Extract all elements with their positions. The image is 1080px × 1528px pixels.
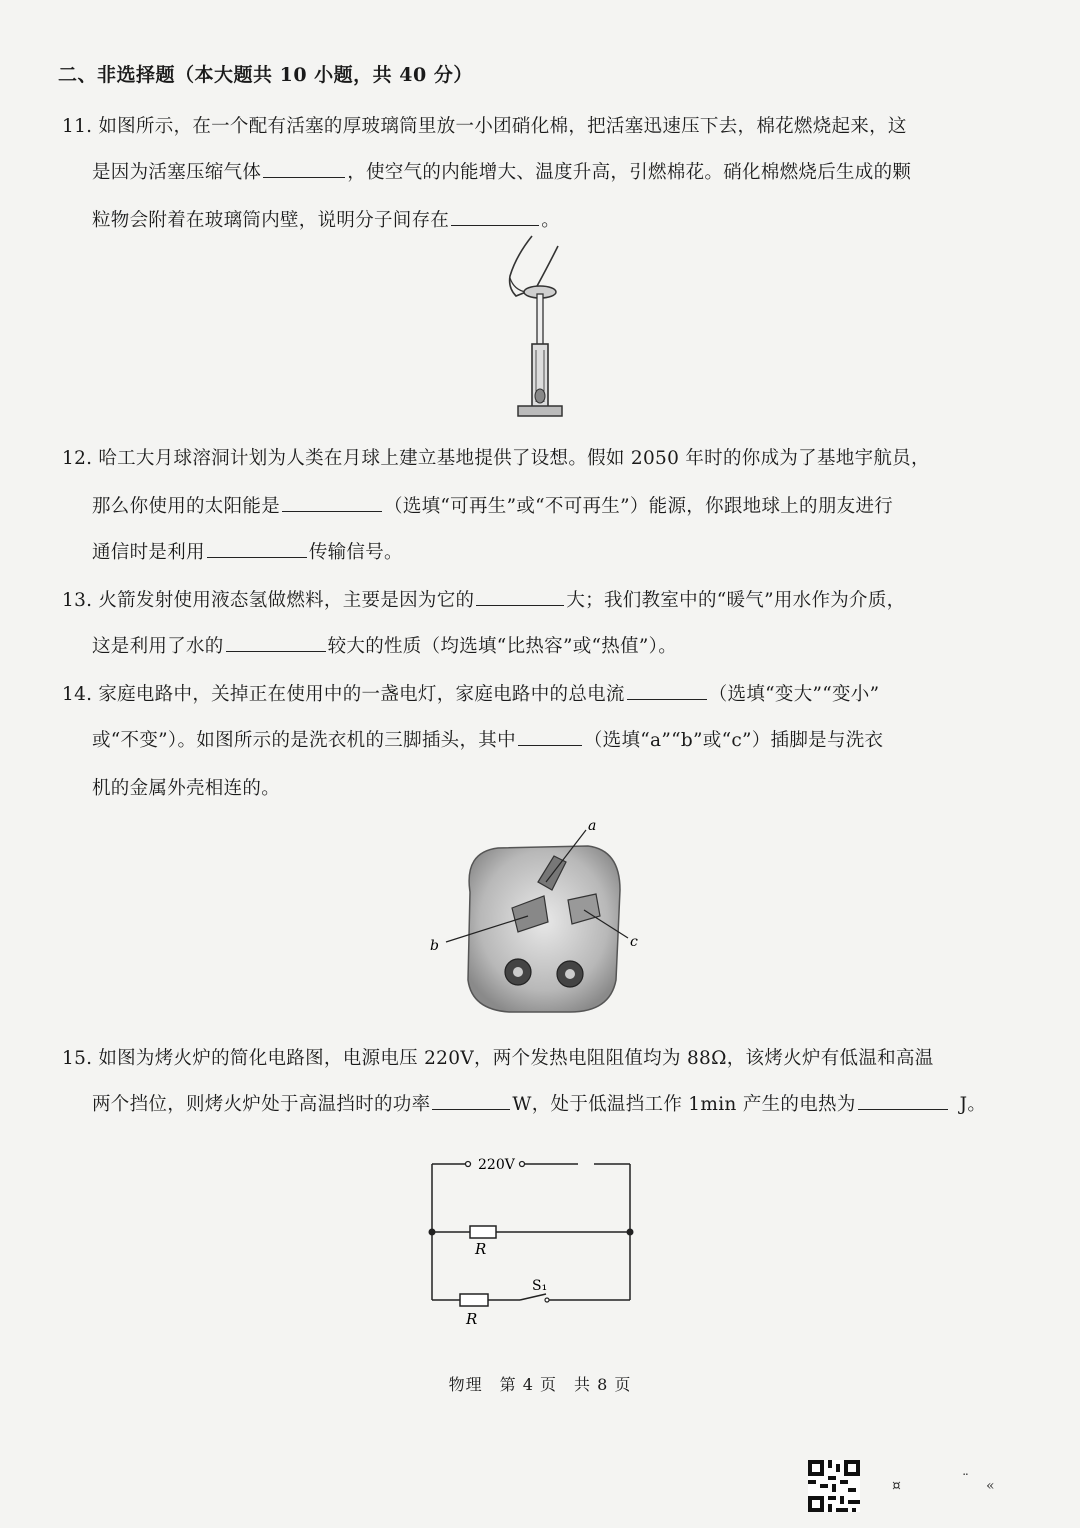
q14-blank-1[interactable] <box>627 698 707 700</box>
junction-left <box>429 1229 436 1236</box>
q14-line-3 <box>92 774 280 800</box>
source-terminal-left <box>466 1162 471 1167</box>
q12-text-3b: 传输信号。 <box>308 542 403 563</box>
q14-number: 14. <box>62 684 93 705</box>
q15-number: 15. <box>62 1048 93 1069</box>
corner-mark-1: ¤ <box>892 1478 901 1494</box>
q13-line-2 <box>92 632 677 658</box>
plug-label-b: b <box>430 938 439 954</box>
q12-text-3a: 通信时是利用 <box>92 542 205 563</box>
q14-text-2a: 或“不变”）。如图所示的是洗衣机的三脚插头，其中 <box>92 730 516 751</box>
q13-text-2b: 较大的性质（均选填“比热容”或“热值”）。 <box>327 636 677 657</box>
voltage-label: 220V <box>478 1157 515 1173</box>
page-footer: 物理 第 4 页 共 8 页 <box>448 1375 632 1394</box>
q11-text-3b: 。 <box>541 210 561 231</box>
source-terminal-right <box>520 1162 525 1167</box>
q12-blank-2[interactable] <box>207 556 307 558</box>
q12-line-2 <box>92 492 893 518</box>
resistor-label-1: R <box>475 1240 487 1258</box>
q15-text-2b: W，处于低温挡工作 1min 产生的电热为 <box>512 1094 856 1115</box>
corner-mark-3: « <box>986 1478 995 1494</box>
q11-line-2 <box>92 158 911 184</box>
q13-blank-2[interactable] <box>226 650 326 652</box>
q13-line-1 <box>62 586 905 612</box>
q14-text-2b: （选填“a”“b”或“c”）插脚是与洗衣 <box>583 730 884 751</box>
q11-text-2a: 是因为活塞压缩气体 <box>92 162 262 183</box>
q12-line-3 <box>92 538 403 564</box>
q14-text-1a: 家庭电路中，关掉正在使用中的一盏电灯，家庭电路中的总电流 <box>98 684 625 705</box>
piston-tube-figure <box>496 226 596 426</box>
q14-text-1b: （选填“变大”“变小” <box>708 684 880 705</box>
q13-number: 13. <box>62 590 93 611</box>
q12-blank-1[interactable] <box>282 510 382 512</box>
switch-contact <box>545 1298 549 1302</box>
corner-mark-2: ¨ <box>962 1472 969 1488</box>
q13-text-1a: 火箭发射使用液态氢做燃料，主要是因为它的 <box>98 590 475 611</box>
q13-text-2a: 这是利用了水的 <box>92 636 224 657</box>
q11-line-1 <box>62 112 907 138</box>
q15-blank-2[interactable] <box>858 1108 948 1110</box>
q14-blank-2[interactable] <box>518 744 582 746</box>
q11-text-3a: 粒物会附着在玻璃筒内壁，说明分子间存在 <box>92 210 450 231</box>
plug-label-a: a <box>588 818 597 834</box>
three-pin-plug-figure <box>420 812 660 1022</box>
q15-line-1 <box>62 1044 934 1070</box>
q12-text-1: 哈工大月球溶洞计划为人类在月球上建立基地提供了设想。假如 2050 年时的你成为了基地宇航员， <box>98 448 930 469</box>
heater-circuit-diagram <box>420 1150 640 1340</box>
q13-text-1b: 大；我们教室中的“暖气”用水作为介质， <box>566 590 906 611</box>
q11-text-1: 如图所示，在一个配有活塞的厚玻璃筒里放一小团硝化棉，把活塞迅速压下去，棉花燃烧起来，这 <box>98 116 907 137</box>
section-title: 二、非选择题（本大题共 10 小题，共 40 分） <box>58 64 473 86</box>
q14-line-2 <box>92 726 883 752</box>
q12-text-2a: 那么你使用的太阳能是 <box>92 496 281 517</box>
q14-text-3: 机的金属外壳相连的。 <box>92 778 281 799</box>
plug-label-c: c <box>630 934 638 950</box>
q15-text-2a: 两个挡位，则烤火炉处于高温挡时的功率 <box>92 1094 431 1115</box>
switch-label: S₁ <box>532 1278 548 1294</box>
q11-line-3 <box>92 206 560 232</box>
q15-blank-1[interactable] <box>432 1108 510 1110</box>
q11-blank-1[interactable] <box>263 176 345 178</box>
junction-right <box>627 1229 634 1236</box>
q15-text-1: 如图为烤火炉的简化电路图，电源电压 220V，两个发热电阻阻值均为 88Ω，该烤火炉有低温和高温 <box>98 1048 934 1069</box>
q15-line-2 <box>92 1090 986 1116</box>
q11-number: 11. <box>62 116 93 137</box>
resistor-label-2: R <box>466 1310 478 1328</box>
qr-code-icon <box>808 1460 860 1512</box>
q15-text-2c: J。 <box>959 1094 987 1115</box>
q14-line-1 <box>62 680 879 706</box>
q11-text-2b: ，使空气的内能增大、温度升高，引燃棉花。硝化棉燃烧后生成的颗 <box>347 162 912 183</box>
q13-blank-1[interactable] <box>476 604 564 606</box>
q12-text-2b: （选填“可再生”或“不可再生”）能源，你跟地球上的朋友进行 <box>384 496 894 517</box>
q12-line-1 <box>62 444 930 470</box>
q12-number: 12. <box>62 448 93 469</box>
